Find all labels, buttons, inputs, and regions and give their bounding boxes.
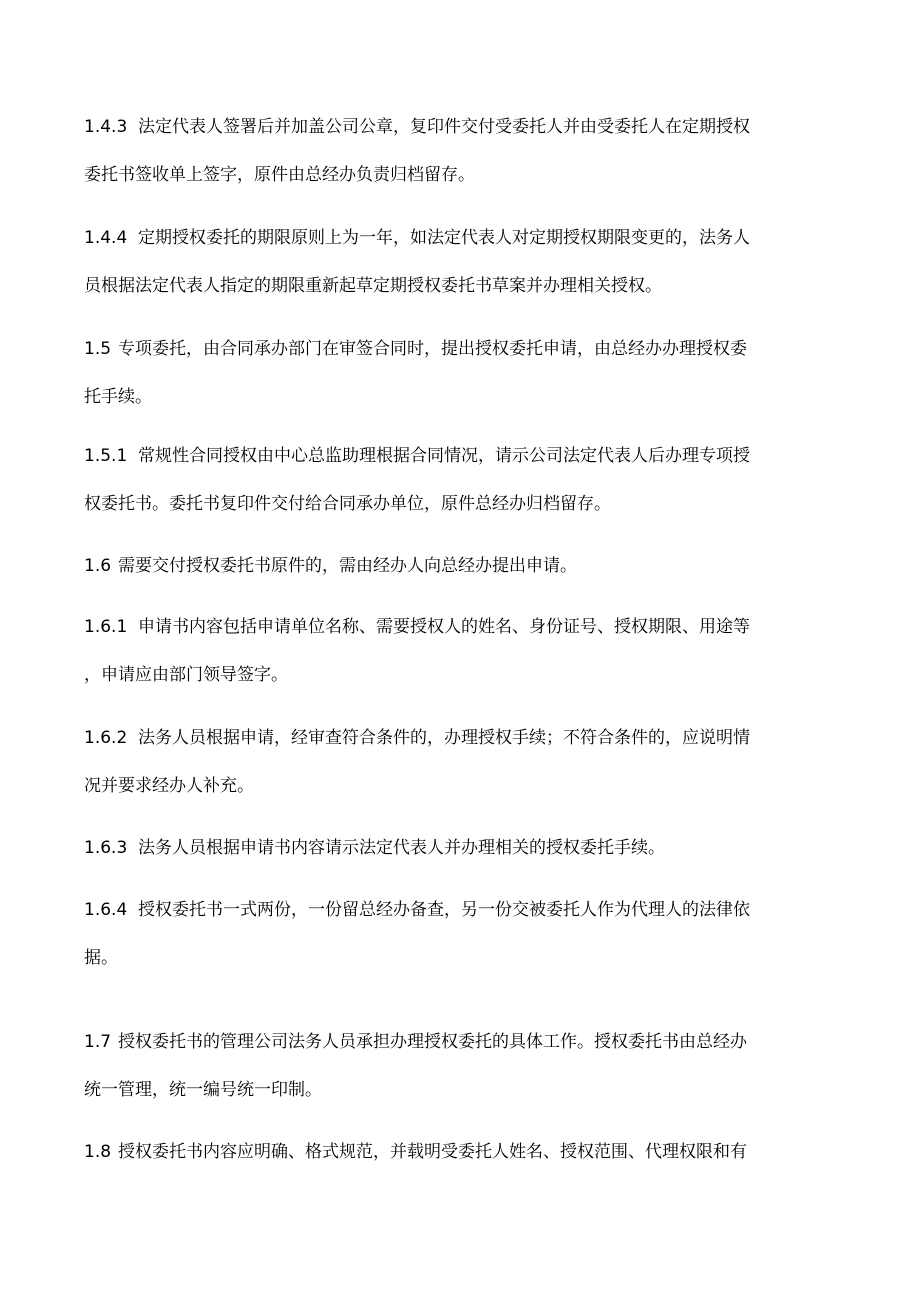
paragraph-1-4-4: [84, 214, 836, 310]
paragraph-line: [84, 325, 836, 373]
paragraph-1-5: [84, 325, 836, 421]
paragraph-line: 托手续。: [84, 387, 152, 407]
paragraph-1-6-2: [84, 714, 836, 810]
paragraph-line: 权委托书。委托书复印件交付给合同承办单位，原件总经办归档留存。: [84, 494, 611, 514]
paragraph-line: [84, 886, 836, 934]
section-number: 1.8: [84, 1142, 112, 1162]
paragraph-text: 专项委托，由合同承办部门在审签合同时，提出授权委托申请，由总经办办理授权委: [118, 339, 747, 359]
paragraph-line: 员根据法定代表人指定的期限重新起草定期授权委托书草案并办理相关授权。: [84, 276, 662, 296]
paragraph-line: 统一管理，统一编号统一印制。: [84, 1080, 322, 1100]
paragraph-line: [84, 542, 836, 590]
paragraph-1-5-1: [84, 432, 836, 528]
paragraph-line: ，申请应由部门领导签字。: [84, 665, 288, 685]
paragraph-line: [84, 432, 836, 480]
section-number: 1.6.4: [84, 900, 128, 920]
paragraph-1-7: [84, 1018, 836, 1114]
paragraph-text: 授权委托书内容应明确、格式规范，并载明受委托人姓名、授权范围、代理权限和有: [118, 1142, 747, 1162]
paragraph-line: 据。: [84, 948, 118, 968]
paragraph-1-6-4: [84, 886, 836, 982]
paragraph-line: [84, 824, 836, 872]
paragraph-text: 授权委托书一式两份，一份留总经办备查，另一份交被委托人作为代理人的法律依: [138, 900, 750, 920]
section-number: 1.6: [84, 556, 112, 576]
paragraph-1-6-3: [84, 824, 836, 872]
section-number: 1.4.4: [84, 228, 128, 248]
paragraph-1-8: [84, 1128, 836, 1176]
paragraph-text: 申请书内容包括申请单位名称、需要授权人的姓名、身份证号、授权期限、用途等: [138, 617, 750, 637]
section-number: 1.7: [84, 1032, 112, 1052]
paragraph-line: [84, 214, 836, 262]
paragraph-line: [84, 603, 836, 651]
section-number: 1.5: [84, 339, 112, 359]
paragraph-line: [84, 1128, 836, 1176]
paragraph-1-4-3: [84, 103, 836, 199]
section-number: 1.4.3: [84, 117, 128, 137]
section-number: 1.6.2: [84, 728, 128, 748]
paragraph-line: [84, 1018, 836, 1066]
section-number: 1.5.1: [84, 446, 128, 466]
paragraph-text: 法务人员根据申请，经审查符合条件的，办理授权手续；不符合条件的，应说明情: [138, 728, 750, 748]
paragraph-line: 委托书签收单上签字，原件由总经办负责归档留存。: [84, 165, 475, 185]
paragraph-line: 况并要求经办人补充。: [84, 776, 254, 796]
paragraph-text: 法务人员根据申请书内容请示法定代表人并办理相关的授权委托手续。: [138, 838, 665, 858]
paragraph-line: [84, 103, 836, 151]
paragraph-1-6-1: [84, 603, 836, 699]
paragraph-text: 法定代表人签署后并加盖公司公章，复印件交付受委托人并由受委托人在定期授权: [138, 117, 750, 137]
paragraph-line: [84, 714, 836, 762]
paragraph-1-6: [84, 542, 836, 590]
paragraph-text: 需要交付授权委托书原件的，需由经办人向总经办提出申请。: [118, 556, 577, 576]
paragraph-text: 定期授权委托的期限原则上为一年，如法定代表人对定期授权期限变更的，法务人: [138, 228, 750, 248]
paragraph-text: 授权委托书的管理公司法务人员承担办理授权委托的具体工作。授权委托书由总经办: [118, 1032, 747, 1052]
section-number: 1.6.1: [84, 617, 128, 637]
section-number: 1.6.3: [84, 838, 128, 858]
paragraph-text: 常规性合同授权由中心总监助理根据合同情况，请示公司法定代表人后办理专项授: [138, 446, 750, 466]
